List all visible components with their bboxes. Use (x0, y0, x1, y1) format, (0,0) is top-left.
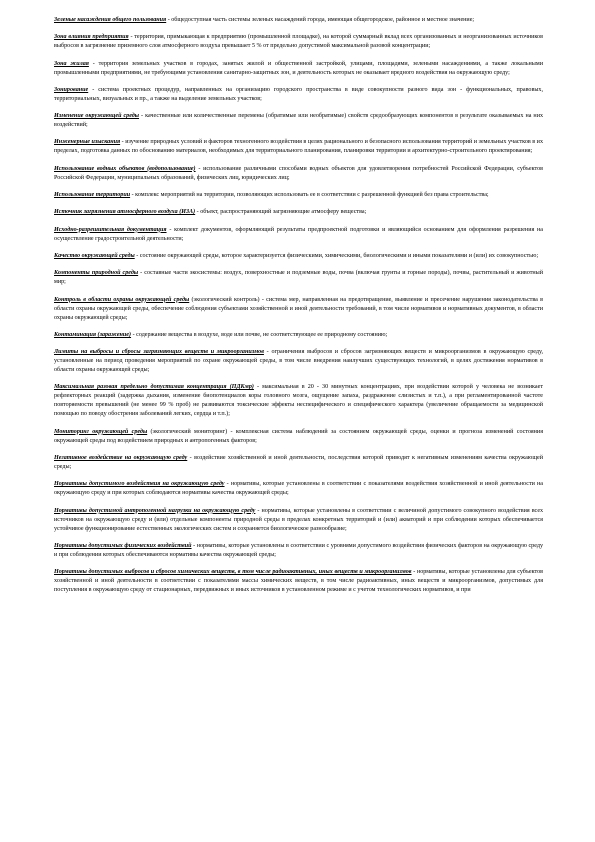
entry-definition: - использование различными способами водных объектов для удовлетворения потребностей Российской Федерации, субъектов Российской Федерации, муниципальных образований, физических лиц, юридических лиц; (54, 165, 543, 181)
glossary-entry (54, 383, 543, 419)
entry-term: Нормативы допустимого воздействия на окружающую среду (54, 481, 225, 488)
glossary-entry (54, 226, 543, 244)
glossary-entry (54, 208, 543, 217)
entry-term: Нормативы допустимой антропогенной нагрузки на окружающую среду (54, 507, 256, 514)
glossary-entry (54, 269, 543, 287)
entry-term: Зона жилая (54, 60, 89, 67)
entry-definition: - объект, распространяющий загрязняющие атмосферу вещества; (195, 209, 367, 216)
glossary-entry (54, 480, 543, 498)
glossary-entry (54, 165, 543, 183)
entry-term: Лимиты на выбросы и сбросы загрязняющих веществ и микроорганизмов (54, 349, 264, 356)
glossary-entry (54, 252, 543, 261)
entry-definition: - нормативы, которые установлены для субъектов хозяйственной и иной деятельности в соответствии с показателями массы химических веществ, в том числе радиоактивных, иных веществ и микроорганизмов, допустимых для поступления в окружающую среду от стационарных, передвижных и иных источников в установленном режиме и с учетом технологических нормативов, и при (54, 569, 544, 594)
entry-term: Качество окружающей среды (54, 252, 135, 259)
entry-definition: - максимальная в 20 - 30 минутных концентрациях, при воздействии которой у человека не возникает рефлекторных реакций (задержка дыхания, изменение биопотенциалов коры головного мозга, ощущение запаха, раздражение слизистых и т.п.), а при регламентированной частоте повторяемости превышений (не менее 99 % проб) не развиваются токсические эффекты неспецифического и специфического характера (увеличение обращаемости за медицинской помощью по поводу обострения заболеваний легких, сердца и т.п.); (54, 384, 543, 418)
entry-term: Изменение окружающей среды (54, 113, 140, 120)
entry-term: Мониторинг окружающей среды (54, 428, 148, 435)
entry-definition: - территория, примыкающая к предприятию (промышленной площадке), на которой суммарный вклад всех организованных и неорганизованных источников выбросов в загрязнение приземного слоя атмосферного воздуха превышает 5 % от предельно допустимой максимальной разовой концентрации; (54, 34, 543, 50)
entry-term: Инженерные изыскания (54, 139, 121, 146)
glossary-entry (54, 542, 543, 560)
entry-definition: - нормативы, которые установлены в соответствии с величиной допустимого совокупного воздействия всех источников на окружающую среду и (или) отдельные компоненты природной среды в пределах конкретных территорий и (или) акваторий и при соблюдении которых обеспечивается устойчивое функционирование естественных экологических систем и сохраняется биологическое разнообразие; (54, 507, 543, 532)
glossary-entry (54, 33, 543, 51)
entry-term: Компоненты природной среды (54, 270, 139, 277)
entry-term: Использование территории (54, 192, 131, 199)
entry-definition: - нормативы, которые установлены в соответствии с показателями воздействия хозяйственной и иной деятельности на окружающую среду и при которых соблюдаются нормативы качества окружающей среды; (54, 481, 543, 497)
entry-definition: - комплект документов, оформляющий результаты предпроектной подготовки и являющийся основанием для оформления разрешения на осуществление градостроительной деятельности; (54, 226, 543, 242)
entry-term: Нормативы допустимых выбросов и сбросов химических веществ, в том числе радиоактивных, иных веществ и микроорганизмов (54, 569, 412, 576)
glossary-entry (54, 112, 543, 130)
entry-definition: - качественные или количественные перемены (обратимые или необратимые) свойств средообразующих компонентов в результате оказываемых на них воздействий; (54, 113, 544, 129)
glossary-entry (54, 348, 543, 375)
entry-term: Максимальная разовая предельно допустимая концентрация (ПДКмр) (54, 384, 254, 391)
glossary-entry (54, 454, 543, 472)
entry-term: Нормативы допустимых физических воздействий (54, 542, 192, 549)
entry-definition: - территория земельных участков в городах, занятых жилой и общественной застройкой, улицами, площадями, зелеными насаждениями, а также локальными промышленными предприятиями, не требующими установления санитарно-защитных зон, и деятельность которых не оказывает вредного воздействия на окружающую среду; (54, 60, 543, 76)
entry-term: Зона влияния предприятия (54, 34, 129, 41)
entry-definition: - нормативы, которые установлены в соответствии с уровнями допустимого воздействия физических факторов на окружающую среду и при соблюдении которых обеспечиваются нормативы качества окружающей среды; (54, 542, 543, 558)
entry-definition: - воздействие хозяйственной и иной деятельности, последствия которой приводят к негативным изменениям качества окружающей среды; (54, 455, 543, 471)
entry-term: Зонирование (54, 86, 89, 93)
entry-definition: - содержание вещества в воздухе, воде или почве, не соответствующее ее природному состоянию; (131, 331, 388, 338)
glossary-entry (54, 191, 543, 200)
glossary-entry (54, 16, 543, 25)
entry-definition: - ограничения выбросов и сбросов загрязняющих веществ и микроорганизмов в окружающую среду, установленные на период проведения мероприятий по охране окружающей среды, в том числе внедрения наилучших существующих технологий, в целях достижения нормативов в области охраны окружающей среды; (54, 349, 543, 374)
entry-definition: - комплекс мероприятий на территории, позволяющих использовать ее в соответствии с разрешенной функцией без права строительства; (130, 192, 489, 199)
glossary-entry (54, 507, 543, 534)
glossary-entry (54, 86, 543, 104)
glossary-entry (54, 428, 543, 446)
entry-definition: (экологический мониторинг) - комплексная система наблюдений за состоянием окружающей среды, оценки и прогноза изменений состояния окружающей среды под воздействием природных и антропогенных факторов; (54, 428, 543, 444)
entry-definition: - составные части экосистемы: воздух, поверхностные и подземные воды, почва (включая грунты и горные породы), почвы, растительный и животный мир; (54, 270, 543, 286)
entry-term: Контаминация (заражение) (54, 331, 132, 338)
glossary-entry (54, 60, 543, 78)
entry-term: Исходно-разрешительная документация (54, 226, 167, 233)
entry-definition: - система проектных процедур, направленных на организацию городского пространства в виде совокупности разного вида зон - функциональных, правовых, территориальных, визуальных и пр., а также на выделение земельных участков; (54, 86, 543, 102)
glossary-entry (54, 138, 543, 156)
entry-term: Зеленые насаждения общего пользования (54, 17, 167, 23)
entry-definition: (экологический контроль) - система мер, направленная на предотвращение, выявление и пресечение нарушения законодательства в области охраны окружающей среды, обеспечение соблюдения субъектами хозяйственной и иной деятельности требований, в том числе нормативов и нормативных документов, в области охраны окружающей среды; (54, 296, 543, 321)
entry-term: Источник загрязнения атмосферного воздуха (ИЗА) (54, 209, 196, 216)
glossary-entry (54, 331, 543, 340)
entry-term: Негативное воздействие на окружающую среду (54, 455, 188, 462)
glossary-entry (54, 568, 543, 595)
entry-definition: - состояние окружающей среды, которое характеризуется физическими, химическими, биологическими и иными показателями и (или) их совокупностью; (134, 252, 539, 259)
entry-term: Использование водных объектов (водопользование) (54, 165, 196, 172)
glossary-entry (54, 296, 543, 323)
entry-term: Контроль в области охраны окружающей среды (54, 296, 190, 303)
entry-definition: - изучение природных условий и факторов техногенного воздействия в целях рационального и безопасного использования территорий и земельных участков в их пределах, подготовка данных по обоснованию материалов, необходимых для территориального планирования, планировки территории и архитектурно-строительного проектирования; (54, 139, 543, 155)
entry-definition: - общедоступная часть системы зеленых насаждений города, имеющая общегородское, районное и местное значение; (166, 17, 475, 23)
